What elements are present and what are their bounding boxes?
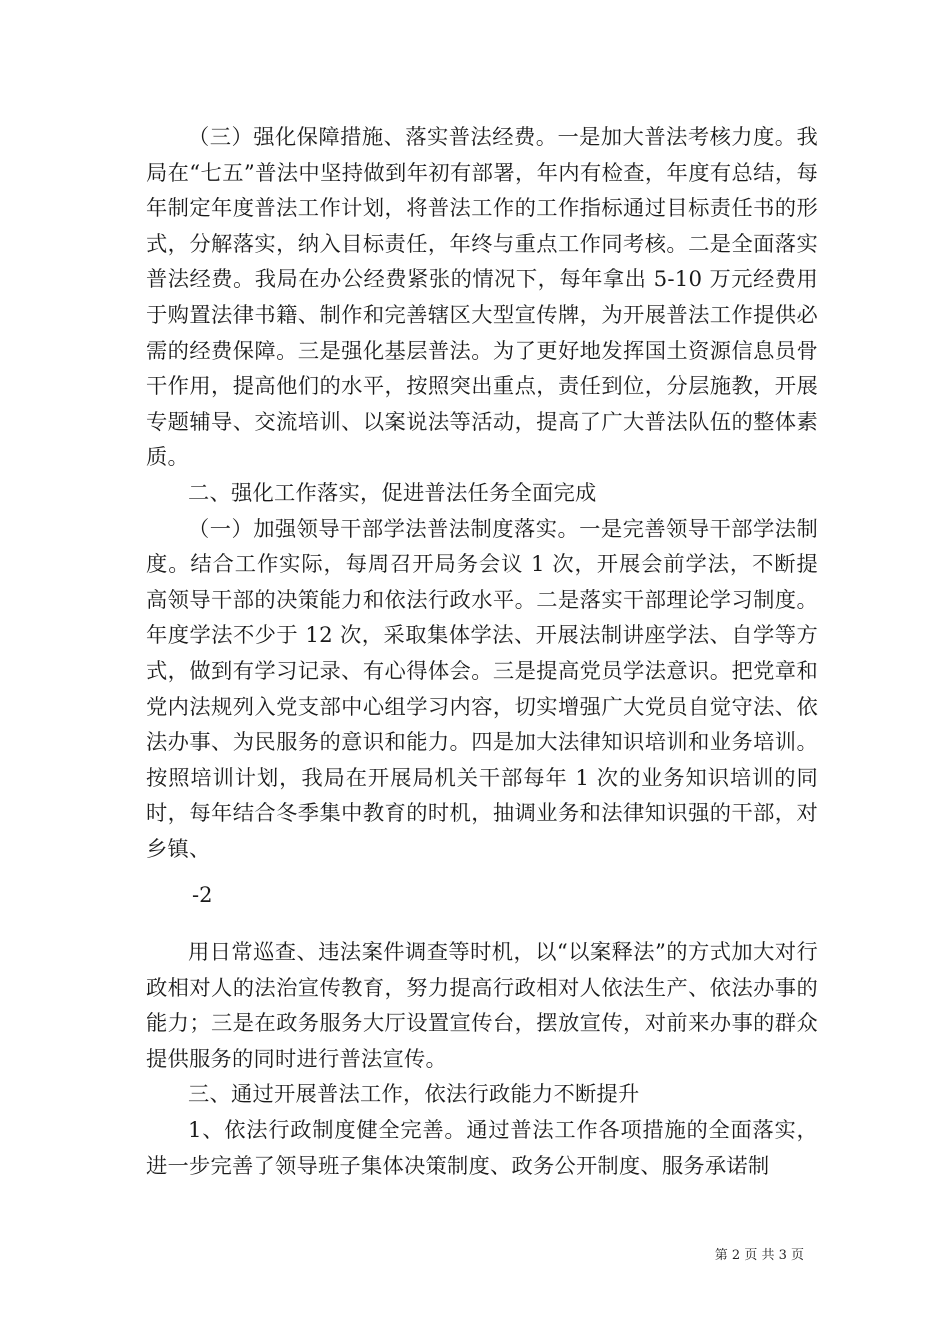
page-footer: 第 2 页 共 3 页 <box>714 1248 804 1263</box>
body-text-top <box>146 120 818 867</box>
section-heading-2: 二、强化工作落实，促进普法任务全面完成 <box>188 480 597 506</box>
paragraph-leader-study: （一）加强领导干部学法普法制度落实。一是完善领导干部学法制度。结合工作实际，每周召开局务会议 1 次，开展会前学法，不断提高领导干部的决策能力和依法行政水平。二是落实干部理论学习制度。年度学法不少于 12 次，采取集体学法、开展法制讲座学法、自学等方式，做到有学习记录、有心得体会。三是提高党员学法意识。把党章和党内法规列入党支部中心组学习内容，切实增强广大党员自觉守法、依法办事、为民服务的意识和能力。四是加大法律知识培训和业务培训。按照培训计划，我局在开展局机关干部每年 1 次的业务知识培训的同时，每年结合冬季集中教育的时机，抽调业务和法律知识强的干部，对乡镇、 <box>146 516 818 862</box>
paragraph-case-law: 用日常巡查、违法案件调查等时机，以“以案释法”的方式加大对行政相对人的法治宣传教育，努力提高行政相对人依法生产、依法办事的能力；三是在政务服务大厅设置宣传台，摆放宣传，对前来办事的群众提供服务的同时进行普法宣传。 <box>146 940 818 1072</box>
paragraph-guarantee-measures: （三）强化保障措施、落实普法经费。一是加大普法考核力度。我局在“七五”普法中坚持做到年初有部署，年内有检查，年度有总结，每年制定年度普法工作计划，将普法工作的工作指标通过目标责任书的形式，分解落实，纳入目标责任，年终与重点工作同考核。二是全面落实普法经费。我局在办公经费紧张的情况下，每年拿出 5-10 万元经费用于购置法律书籍、制作和完善辖区大型宣传牌，为开展普法工作提供必需的经费保障。三是强化基层普法。为了更好地发挥国土资源信息员骨干作用，提高他们的水平，按照突出重点，责任到位，分层施教，开展专题辅导、交流培训、以案说法等活动，提高了广大普法队伍的整体素质。 <box>146 125 818 471</box>
paragraph-administrative-system: 1、依法行政制度健全完善。通过普法工作各项措施的全面落实，进一步完善了领导班子集体决策制度、政务公开制度、服务承诺制 <box>146 1117 818 1179</box>
body-text-bottom <box>146 935 818 1184</box>
page-marker: -2 <box>192 883 213 907</box>
section-heading-3: 三、通过开展普法工作，依法行政能力不断提升 <box>188 1082 640 1108</box>
